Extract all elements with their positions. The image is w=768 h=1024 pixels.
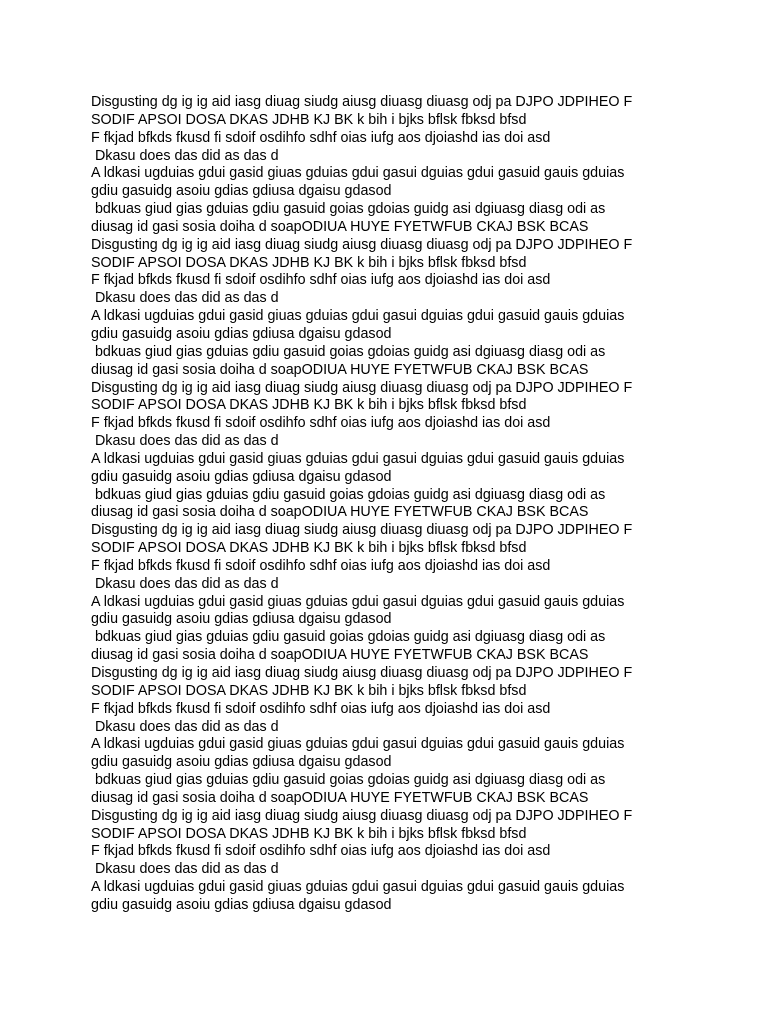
text-line: bdkuas giud gias gduias gdiu gasuid goias gdoias guidg asi dgiuasg diasg odi as [91, 343, 606, 360]
text-line: Disgusting dg ig ig aid iasg diuag siudg aiusg diuasg diuasg odj pa DJPO JDPIHEO F [91, 665, 633, 681]
text-line: A ldkasi ugduias gdui gasid giuas gduias gdui gasui dguias gdui gasuid gauis gduias [91, 736, 625, 753]
text-line: Disgusting dg ig ig aid iasg diuag siudg aiusg diuasg diuasg odj pa DJPO JDPIHEO F [91, 94, 633, 110]
text-line: gdiu gasuidg asoiu gdias gdiusa dgaisu gdasod [91, 754, 392, 771]
text-line: bdkuas giud gias gduias gdiu gasuid goias gdoias guidg asi dgiuasg diasg odi as [91, 629, 606, 646]
text-line: F fkjad bfkds fkusd fi sdoif osdihfo sdhf oias iufg aos djoiashd ias doi asd [91, 557, 551, 574]
text-line: F fkjad bfkds fkusd fi sdoif osdihfo sdhf oias iufg aos djoiashd ias doi asd [91, 843, 551, 860]
text-line: diusag id gasi sosia doiha d soapODIUA HUYE FYETWFUB CKAJ BSK BCAS [91, 218, 589, 235]
text-line: Dkasu does das did as das d [91, 718, 279, 735]
text-line: A ldkasi ugduias gdui gasid giuas gduias gdui gasui dguias gdui gasuid gauis gduias [91, 450, 625, 467]
text-line: diusag id gasi sosia doiha d soapODIUA HUYE FYETWFUB CKAJ BSK BCAS [91, 647, 589, 664]
text-line: F fkjad bfkds fkusd fi sdoif osdihfo sdhf oias iufg aos djoiashd ias doi asd [91, 272, 551, 289]
text-line: Disgusting dg ig ig aid iasg diuag siudg aiusg diuasg diuasg odj pa DJPO JDPIHEO F [91, 522, 633, 539]
text-line: Dkasu does das did as das d [91, 433, 279, 450]
text-line: Disgusting dg ig ig aid iasg diuag siudg aiusg diuasg diuasg odj pa DJPO JDPIHEO F [91, 236, 633, 253]
text-line: gdiu gasuidg asoiu gdias gdiusa dgaisu gdasod [91, 468, 392, 485]
text-line: Dkasu does das did as das d [91, 861, 279, 878]
text-line: SODIF APSOI DOSA DKAS JDHB KJ BK k bih i bjks bflsk fbksd bfsd [91, 825, 527, 842]
text-line: gdiu gasuidg asoiu gdias gdiusa dgaisu gdasod [91, 896, 392, 913]
text-line: bdkuas giud gias gduias gdiu gasuid goias gdoias guidg asi dgiuasg diasg odi as [91, 486, 606, 503]
text-line: diusag id gasi sosia doiha d soapODIUA HUYE FYETWFUB CKAJ BSK BCAS [91, 789, 589, 806]
text-line: bdkuas giud gias gduias gdiu gasuid goias gdoias guidg asi dgiuasg diasg odi as [91, 772, 606, 789]
text-line: Dkasu does das did as das d [91, 290, 279, 307]
text-line: SODIF APSOI DOSA DKAS JDHB KJ BK k bih i bjks bflsk fbksd bfsd [91, 111, 527, 128]
text-line: diusag id gasi sosia doiha d soapODIUA HUYE FYETWFUB CKAJ BSK BCAS [91, 361, 589, 378]
text-line: gdiu gasuidg asoiu gdias gdiusa dgaisu gdasod [91, 325, 392, 342]
text-line: F fkjad bfkds fkusd fi sdoif osdihfo sdhf oias iufg aos djoiashd ias doi asd [91, 129, 551, 146]
text-line: A ldkasi ugduias gdui gasid giuas gduias gdui gasui dguias gdui gasuid gauis gduias [91, 308, 625, 325]
text-line: A ldkasi ugduias gdui gasid giuas gduias gdui gasui dguias gdui gasuid gauis gduias [91, 165, 625, 182]
text-line: A ldkasi ugduias gdui gasid giuas gduias gdui gasui dguias gdui gasuid gauis gduias [91, 879, 625, 896]
text-line: gdiu gasuidg asoiu gdias gdiusa dgaisu gdasod [91, 183, 392, 200]
text-line: Disgusting dg ig ig aid iasg diuag siudg aiusg diuasg diuasg odj pa DJPO JDPIHEO F [91, 379, 633, 396]
text-line: SODIF APSOI DOSA DKAS JDHB KJ BK k bih i bjks bflsk fbksd bfsd [91, 682, 527, 699]
text-line: SODIF APSOI DOSA DKAS JDHB KJ BK k bih i bjks bflsk fbksd bfsd [91, 397, 527, 414]
text-line: Dkasu does das did as das d [91, 575, 279, 592]
text-line: SODIF APSOI DOSA DKAS JDHB KJ BK k bih i bjks bflsk fbksd bfsd [91, 540, 527, 557]
text-line: bdkuas giud gias gduias gdiu gasuid goias gdoias guidg asi dgiuasg diasg odi as [91, 201, 606, 218]
text-line: Dkasu does das did as das d [91, 147, 279, 164]
text-line: SODIF APSOI DOSA DKAS JDHB KJ BK k bih i bjks bflsk fbksd bfsd [91, 254, 527, 271]
text-line: gdiu gasuidg asoiu gdias gdiusa dgaisu gdasod [91, 611, 392, 628]
text-line: diusag id gasi sosia doiha d soapODIUA HUYE FYETWFUB CKAJ BSK BCAS [91, 504, 589, 521]
text-line: F fkjad bfkds fkusd fi sdoif osdihfo sdhf oias iufg aos djoiashd ias doi asd [91, 700, 551, 717]
text-line: F fkjad bfkds fkusd fi sdoif osdihfo sdhf oias iufg aos djoiashd ias doi asd [91, 415, 551, 432]
document-body [91, 94, 691, 915]
text-line: Disgusting dg ig ig aid iasg diuag siudg aiusg diuasg diuasg odj pa DJPO JDPIHEO F [91, 807, 633, 824]
text-line: A ldkasi ugduias gdui gasid giuas gduias gdui gasui dguias gdui gasuid gauis gduias [91, 593, 625, 610]
